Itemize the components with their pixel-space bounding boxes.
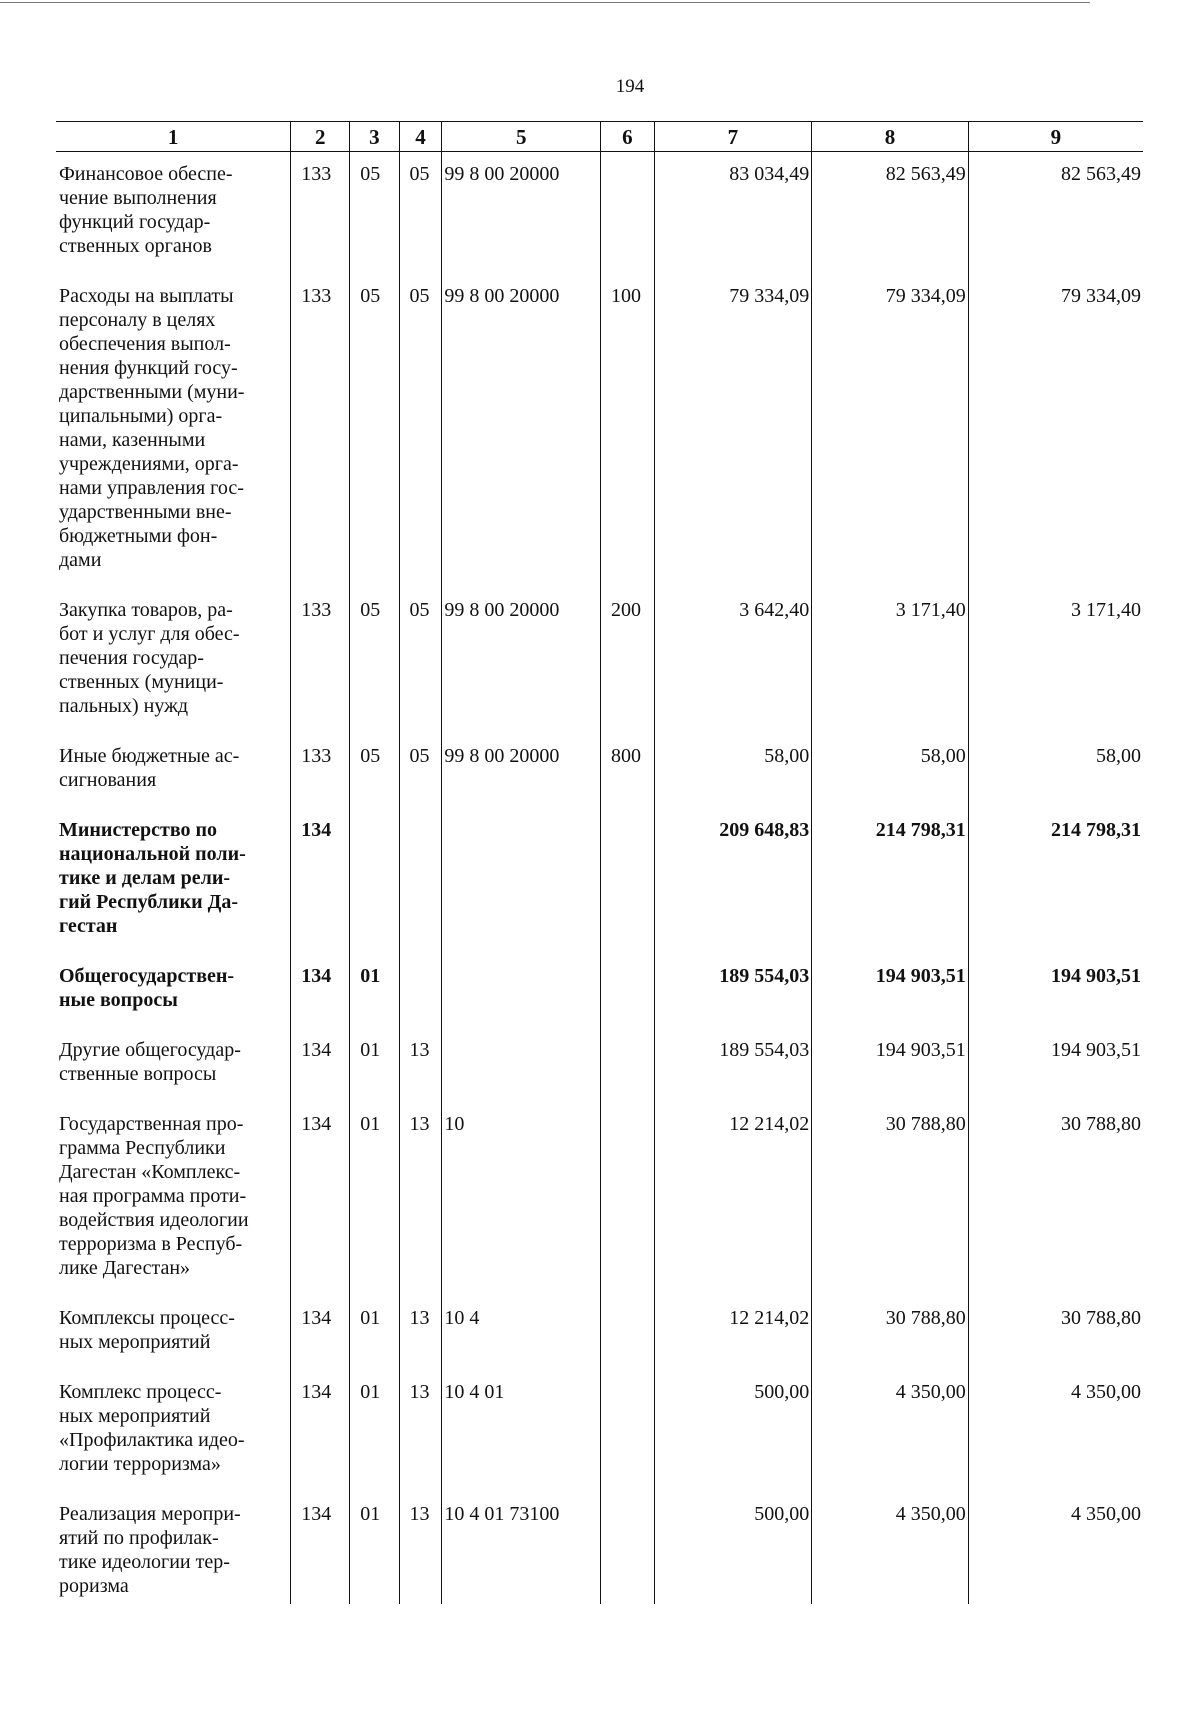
cell-target-article: 99 8 00 20000 <box>442 152 601 275</box>
table-row <box>56 1370 1143 1492</box>
cell-target-article: 99 8 00 20000 <box>442 274 601 588</box>
cell-amount-7: 189 554,03 <box>654 954 812 1028</box>
cell-ministry-code: 134 <box>291 954 350 1028</box>
cell-ministry-code: 134 <box>291 1028 350 1102</box>
cell-ministry-code: 133 <box>291 152 350 275</box>
cell-section-code: 05 <box>350 152 399 275</box>
cell-amount-7: 58,00 <box>654 734 812 808</box>
cell-ministry-code: 133 <box>291 588 350 734</box>
cell-target-article: 99 8 00 20000 <box>442 734 601 808</box>
cell-subsection-code: 05 <box>399 734 442 808</box>
cell-amount-9: 4 350,00 <box>968 1370 1143 1492</box>
cell-amount-8: 4 350,00 <box>812 1492 969 1604</box>
column-header: 5 <box>442 122 601 152</box>
cell-section-code: 01 <box>350 1102 399 1296</box>
cell-amount-9: 3 171,40 <box>968 588 1143 734</box>
cell-expense-type: 200 <box>601 588 655 734</box>
column-header: 3 <box>350 122 399 152</box>
cell-ministry-code: 133 <box>291 734 350 808</box>
page-number: 194 <box>615 76 645 97</box>
cell-section-code: 01 <box>350 954 399 1028</box>
cell-section-code <box>350 808 399 954</box>
cell-amount-9: 30 788,80 <box>968 1102 1143 1296</box>
column-header: 8 <box>812 122 969 152</box>
cell-subsection-code: 13 <box>399 1296 442 1370</box>
cell-amount-8: 4 350,00 <box>812 1370 969 1492</box>
cell-amount-9: 194 903,51 <box>968 1028 1143 1102</box>
cell-section-code: 01 <box>350 1296 399 1370</box>
cell-amount-7: 500,00 <box>654 1492 812 1604</box>
row-name: Расходы на выплаты персоналу в целях обеспечения выпол- нения функций госу- дарственными (муни- ципальными) орга- нами, казенными учреждениями, орга- нами управления гос- ударственными вне- бюджетными фон- дами <box>59 285 245 571</box>
cell-target-article <box>442 954 601 1028</box>
cell-amount-9: 58,00 <box>968 734 1143 808</box>
cell-subsection-code <box>399 954 442 1028</box>
table-row <box>56 1102 1143 1296</box>
cell-section-code: 01 <box>350 1492 399 1604</box>
cell-amount-9: 4 350,00 <box>968 1492 1143 1604</box>
table-row <box>56 954 1143 1028</box>
cell-subsection-code <box>399 808 442 954</box>
cell-amount-7: 79 334,09 <box>654 274 812 588</box>
cell-amount-8: 194 903,51 <box>812 1028 969 1102</box>
cell-expense-type <box>601 954 655 1028</box>
column-header: 1 <box>56 122 291 152</box>
cell-ministry-code: 134 <box>291 1296 350 1370</box>
column-header: 7 <box>654 122 812 152</box>
cell-amount-7: 3 642,40 <box>654 588 812 734</box>
row-name: Финансовое обеспе- чение выполнения функций государ- ственных органов <box>59 163 233 257</box>
cell-section-code: 01 <box>350 1028 399 1102</box>
cell-expense-type: 100 <box>601 274 655 588</box>
row-name: Государственная про- грамма Республики Дагестан «Комплекс- ная программа проти- водействия идеологии терроризма в Респуб- лике Дагестан» <box>59 1113 249 1279</box>
row-name: Комплексы процесс- ных мероприятий <box>59 1307 235 1353</box>
row-name: Комплекс процесс- ных мероприятий «Профилактика идео- логии терроризма» <box>59 1381 245 1475</box>
cell-amount-9: 30 788,80 <box>968 1296 1143 1370</box>
cell-section-code: 05 <box>350 588 399 734</box>
cell-expense-type <box>601 1296 655 1370</box>
table-body <box>56 152 1143 1605</box>
cell-subsection-code: 05 <box>399 152 442 275</box>
cell-ministry-code: 134 <box>291 1102 350 1296</box>
cell-amount-8: 82 563,49 <box>812 152 969 275</box>
cell-amount-9: 82 563,49 <box>968 152 1143 275</box>
top-rule <box>0 2 1090 3</box>
cell-section-code: 05 <box>350 734 399 808</box>
cell-amount-8: 30 788,80 <box>812 1102 969 1296</box>
cell-ministry-code: 134 <box>291 1492 350 1604</box>
column-header: 6 <box>601 122 655 152</box>
row-name: Министерство по национальной поли- тике и делам рели- гий Республики Да- гестан <box>59 819 246 937</box>
column-header: 9 <box>968 122 1143 152</box>
cell-amount-7: 12 214,02 <box>654 1102 812 1296</box>
budget-table <box>56 121 1143 1604</box>
cell-amount-7: 209 648,83 <box>654 808 812 954</box>
cell-target-article: 99 8 00 20000 <box>442 588 601 734</box>
cell-amount-8: 214 798,31 <box>812 808 969 954</box>
cell-amount-7: 12 214,02 <box>654 1296 812 1370</box>
table-row <box>56 1492 1143 1604</box>
table-row <box>56 1296 1143 1370</box>
table-row <box>56 588 1143 734</box>
cell-expense-type <box>601 152 655 275</box>
cell-amount-8: 30 788,80 <box>812 1296 969 1370</box>
cell-amount-8: 58,00 <box>812 734 969 808</box>
cell-amount-8: 79 334,09 <box>812 274 969 588</box>
cell-ministry-code: 134 <box>291 808 350 954</box>
table-row <box>56 274 1143 588</box>
header-row <box>56 122 1143 152</box>
cell-subsection-code: 13 <box>399 1028 442 1102</box>
cell-subsection-code: 13 <box>399 1102 442 1296</box>
cell-subsection-code: 13 <box>399 1370 442 1492</box>
cell-amount-7: 83 034,49 <box>654 152 812 275</box>
cell-section-code: 01 <box>350 1370 399 1492</box>
cell-expense-type <box>601 1102 655 1296</box>
cell-expense-type <box>601 808 655 954</box>
row-name: Реализация меропри- ятий по профилак- тике идеологии тер- роризма <box>59 1503 241 1597</box>
cell-target-article <box>442 808 601 954</box>
cell-subsection-code: 13 <box>399 1492 442 1604</box>
row-name: Другие общегосудар- ственные вопросы <box>59 1039 241 1085</box>
row-name: Иные бюджетные ас- сигнования <box>59 745 240 791</box>
cell-target-article: 10 4 <box>442 1296 601 1370</box>
table-row <box>56 808 1143 954</box>
cell-ministry-code: 133 <box>291 274 350 588</box>
cell-amount-9: 79 334,09 <box>968 274 1143 588</box>
column-header: 4 <box>399 122 442 152</box>
cell-amount-8: 3 171,40 <box>812 588 969 734</box>
table-row <box>56 1028 1143 1102</box>
cell-target-article: 10 4 01 <box>442 1370 601 1492</box>
row-name: Закупка товаров, ра- бот и услуг для обес- печения государ- ственных (муници- пальных) нужд <box>59 599 240 717</box>
cell-expense-type <box>601 1370 655 1492</box>
cell-expense-type <box>601 1492 655 1604</box>
cell-expense-type <box>601 1028 655 1102</box>
cell-amount-9: 194 903,51 <box>968 954 1143 1028</box>
cell-amount-8: 194 903,51 <box>812 954 969 1028</box>
cell-target-article: 10 4 01 73100 <box>442 1492 601 1604</box>
cell-section-code: 05 <box>350 274 399 588</box>
cell-amount-7: 500,00 <box>654 1370 812 1492</box>
cell-amount-7: 189 554,03 <box>654 1028 812 1102</box>
cell-target-article: 10 <box>442 1102 601 1296</box>
cell-amount-9: 214 798,31 <box>968 808 1143 954</box>
cell-expense-type: 800 <box>601 734 655 808</box>
cell-ministry-code: 134 <box>291 1370 350 1492</box>
table-row <box>56 152 1143 275</box>
table-row <box>56 734 1143 808</box>
column-header: 2 <box>291 122 350 152</box>
cell-subsection-code: 05 <box>399 588 442 734</box>
row-name: Общегосударствен- ные вопросы <box>59 965 235 1011</box>
cell-target-article <box>442 1028 601 1102</box>
cell-subsection-code: 05 <box>399 274 442 588</box>
